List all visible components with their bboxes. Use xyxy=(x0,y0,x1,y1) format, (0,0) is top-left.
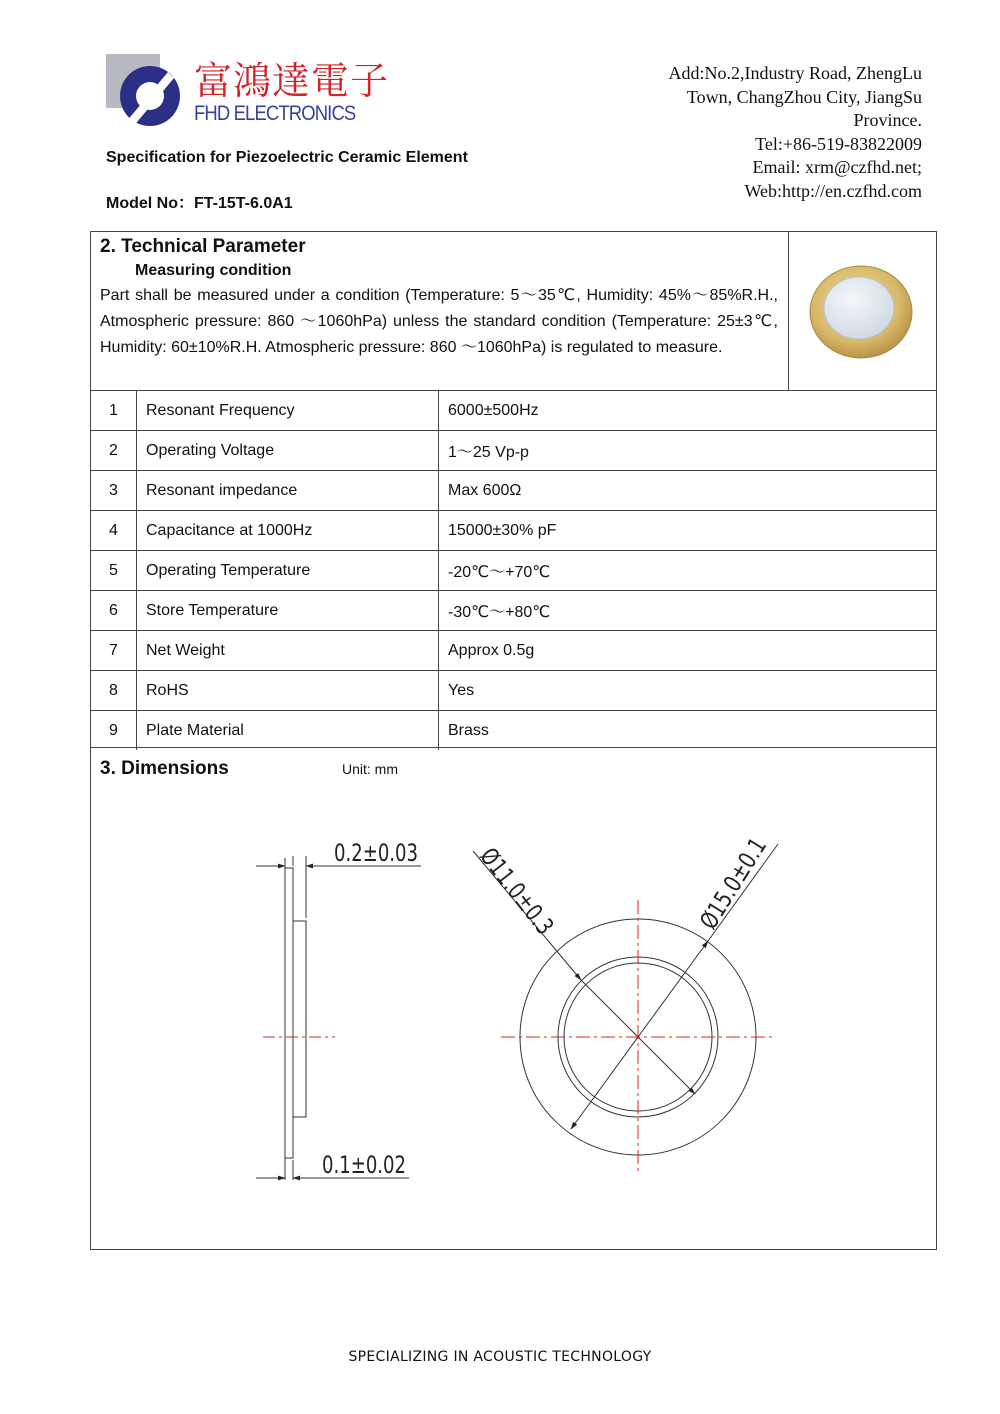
param-name: Resonant impedance xyxy=(137,471,439,511)
param-number: 3 xyxy=(91,471,137,511)
email-line: Email: xrm@czfhd.net; xyxy=(752,157,922,177)
param-value: -20℃～+70℃ xyxy=(439,551,937,591)
phone-line: Tel:+86-519-83822009 xyxy=(755,133,922,154)
dimensions-section xyxy=(91,747,936,1250)
param-number: 8 xyxy=(91,671,137,711)
measuring-condition-heading: Measuring condition xyxy=(135,262,292,279)
param-number: 1 xyxy=(91,391,137,431)
thickness-plate-label: 0.1±0.02 xyxy=(322,1151,406,1179)
outer-diameter-label: Ø15.0±0.1 xyxy=(694,808,788,935)
company-name-en: FHD ELECTRONICS xyxy=(194,102,356,125)
company-name-cn: 富鴻達電子 xyxy=(194,59,390,103)
spec-frame xyxy=(90,231,937,1250)
inner-diameter-label: Ø11.0±0.3 xyxy=(474,842,577,963)
param-name: Store Temperature xyxy=(137,591,439,631)
param-value: Approx 0.5g xyxy=(439,631,937,671)
table-row xyxy=(91,431,936,471)
param-value: -30℃～+80℃ xyxy=(439,591,937,631)
unit-label: Unit: mm xyxy=(342,761,398,777)
thickness-total-label: 0.2±0.03 xyxy=(334,839,418,867)
param-number: 2 xyxy=(91,431,137,471)
param-name: Resonant Frequency xyxy=(137,391,439,431)
param-name: RoHS xyxy=(137,671,439,711)
company-address xyxy=(669,62,922,203)
spec-title: Specification for Piezoelectric Ceramic Element xyxy=(106,149,468,166)
param-name: Operating Voltage xyxy=(137,431,439,471)
table-row xyxy=(91,471,936,511)
dimension-drawing xyxy=(91,748,936,1250)
model-number: Model No：FT-15T-6.0A1 xyxy=(106,195,293,212)
address-line: Add:No.2,Industry Road, ZhengLu xyxy=(668,63,922,83)
param-value: Brass xyxy=(439,711,937,751)
technical-parameter-section xyxy=(91,232,789,390)
param-number: 4 xyxy=(91,511,137,551)
section-title: 3. Dimensions xyxy=(100,758,229,779)
param-value: Max 600Ω xyxy=(439,471,937,511)
brass-plate-side xyxy=(285,868,293,1158)
param-number: 5 xyxy=(91,551,137,591)
param-value: Yes xyxy=(439,671,937,711)
side-view xyxy=(256,856,421,1180)
param-value: 1～25 Vp-p xyxy=(439,431,937,471)
param-value: 15000±30% pF xyxy=(439,511,937,551)
logo-mark-icon xyxy=(104,50,184,130)
param-name: Operating Temperature xyxy=(137,551,439,591)
piezo-disc-image xyxy=(789,232,936,390)
table-row xyxy=(91,391,936,431)
parameter-table xyxy=(91,390,936,750)
address-line: Town, ChangZhou City, JiangSu xyxy=(686,86,922,107)
section-title: 2. Technical Parameter xyxy=(100,236,306,257)
website-line: Web:http://en.czfhd.com xyxy=(744,180,922,201)
table-row xyxy=(91,551,936,591)
table-row xyxy=(91,631,936,671)
param-number: 7 xyxy=(91,631,137,671)
table-row xyxy=(91,511,936,551)
param-value: 6000±500Hz xyxy=(439,391,937,431)
measuring-condition-text: Part shall be measured under a condition (Temperature: 5～35℃, Humidity: 45%～85%R.H., Atmospheric pressure: 860 ～1060hPa) unless the standard condition (Temperature: 25±3℃, Humidity: 60±10%R.H. Atmospheric pressure: 860 ～1060hPa) is regulated to measure. xyxy=(100,287,778,356)
param-name: Plate Material xyxy=(137,711,439,751)
address-line: Province. xyxy=(853,110,922,130)
product-photo xyxy=(789,232,936,390)
ceramic-layer-side xyxy=(293,921,306,1117)
param-number: 9 xyxy=(91,711,137,751)
param-number: 6 xyxy=(91,591,137,631)
table-row xyxy=(91,671,936,711)
table-row xyxy=(91,591,936,631)
footer-slogan: SPECIALIZING IN ACOUSTIC TECHNOLOGY xyxy=(348,1349,652,1365)
param-name: Capacitance at 1000Hz xyxy=(137,511,439,551)
table-row xyxy=(91,711,936,751)
company-logo xyxy=(104,50,390,132)
param-name: Net Weight xyxy=(137,631,439,671)
